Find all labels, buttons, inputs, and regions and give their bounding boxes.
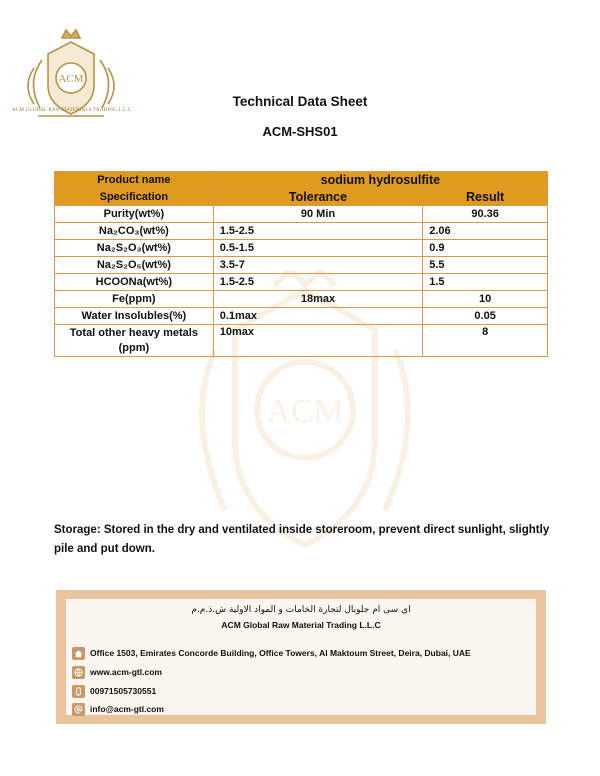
footer-arabic-name: ای سی ام جلوبال لتجارة الخامات و المواد الاولية ش.ذ.م.م (191, 605, 411, 615)
table-row (55, 206, 548, 223)
result-cell: 10 (423, 291, 548, 308)
spec-cell: Na₂CO₃(wt%) (55, 223, 214, 240)
spec-cell: HCOONa(wt%) (55, 274, 214, 291)
result-cell: 1.5 (423, 274, 548, 291)
spec-cell: Total other heavy metals (ppm) (55, 325, 214, 357)
tolerance-cell: 0.1max (213, 308, 423, 325)
table-row (55, 240, 548, 257)
spec-cell: Water Insolubles(%) (55, 308, 214, 325)
logo-monogram: ACM (58, 73, 84, 85)
result-cell: 2.06 (423, 223, 548, 240)
document-title: Technical Data Sheet (232, 94, 368, 109)
storage-note: Storage: Stored in the dry and ventilated inside storeroom, prevent direct sunlight, slightly pile and put down. (54, 524, 550, 555)
tolerance-cell: 1.5-2.5 (213, 274, 423, 291)
at-sign-icon (72, 703, 85, 716)
table-row (55, 308, 548, 325)
product-value: sodium hydrosulfite (213, 172, 547, 189)
result-cell: 90.36 (423, 206, 548, 223)
spec-cell: Fe(ppm) (55, 291, 214, 308)
footer-email-row (72, 701, 164, 717)
document-code: ACM-SHS01 (262, 124, 338, 139)
table-row (55, 223, 548, 240)
tolerance-cell: 10max (213, 325, 423, 357)
footer-website[interactable]: www.acm-gtl.com (90, 667, 162, 677)
spec-cell: Na₂S₂O₃(wt%) (55, 240, 214, 257)
product-label: Product name (55, 172, 214, 189)
footer-company-name: ACM Global Raw Material Trading L.L.C (221, 620, 381, 630)
result-cell: 0.9 (423, 240, 548, 257)
tolerance-cell: 90 Min (213, 206, 423, 223)
table-row (55, 325, 548, 357)
spec-cell: Na₂S₂O₅(wt%) (55, 257, 214, 274)
header-tolerance: Tolerance (213, 189, 423, 206)
spec-cell: Purity(wt%) (55, 206, 214, 223)
home-icon (72, 647, 85, 660)
tolerance-cell: 0.5-1.5 (213, 240, 423, 257)
result-cell: 8 (423, 325, 548, 357)
footer-contact-box (56, 590, 546, 724)
globe-icon (72, 666, 85, 679)
header-specification: Specification (55, 189, 214, 206)
footer-phone-row (72, 683, 156, 699)
specification-table (54, 171, 548, 357)
footer-website-row (72, 664, 162, 680)
footer-address: Office 1503, Emirates Concorde Building, Office Towers, Al Maktoum Street, Deira, Dubai, UAE (90, 648, 471, 658)
footer-phone[interactable]: 00971505730551 (90, 686, 157, 696)
tolerance-cell: 18max (213, 291, 423, 308)
header-result: Result (423, 189, 548, 206)
tolerance-cell: 1.5-2.5 (213, 223, 423, 240)
table-row (55, 274, 548, 291)
product-row (55, 172, 548, 189)
header-row (55, 189, 548, 206)
phone-icon (72, 685, 85, 698)
tolerance-cell: 3.5-7 (213, 257, 423, 274)
table-row (55, 291, 548, 308)
footer-inner (66, 599, 536, 715)
logo-caption: ACM GLOBAL RAW MATERIALS TRADING L.L.C (12, 107, 132, 113)
footer-address-row (72, 645, 471, 661)
footer-email[interactable]: info@acm-gtl.com (90, 704, 164, 714)
table-row (55, 257, 548, 274)
svg-text:ACM: ACM (266, 393, 344, 430)
result-cell: 5.5 (423, 257, 548, 274)
result-cell: 0.05 (423, 308, 548, 325)
